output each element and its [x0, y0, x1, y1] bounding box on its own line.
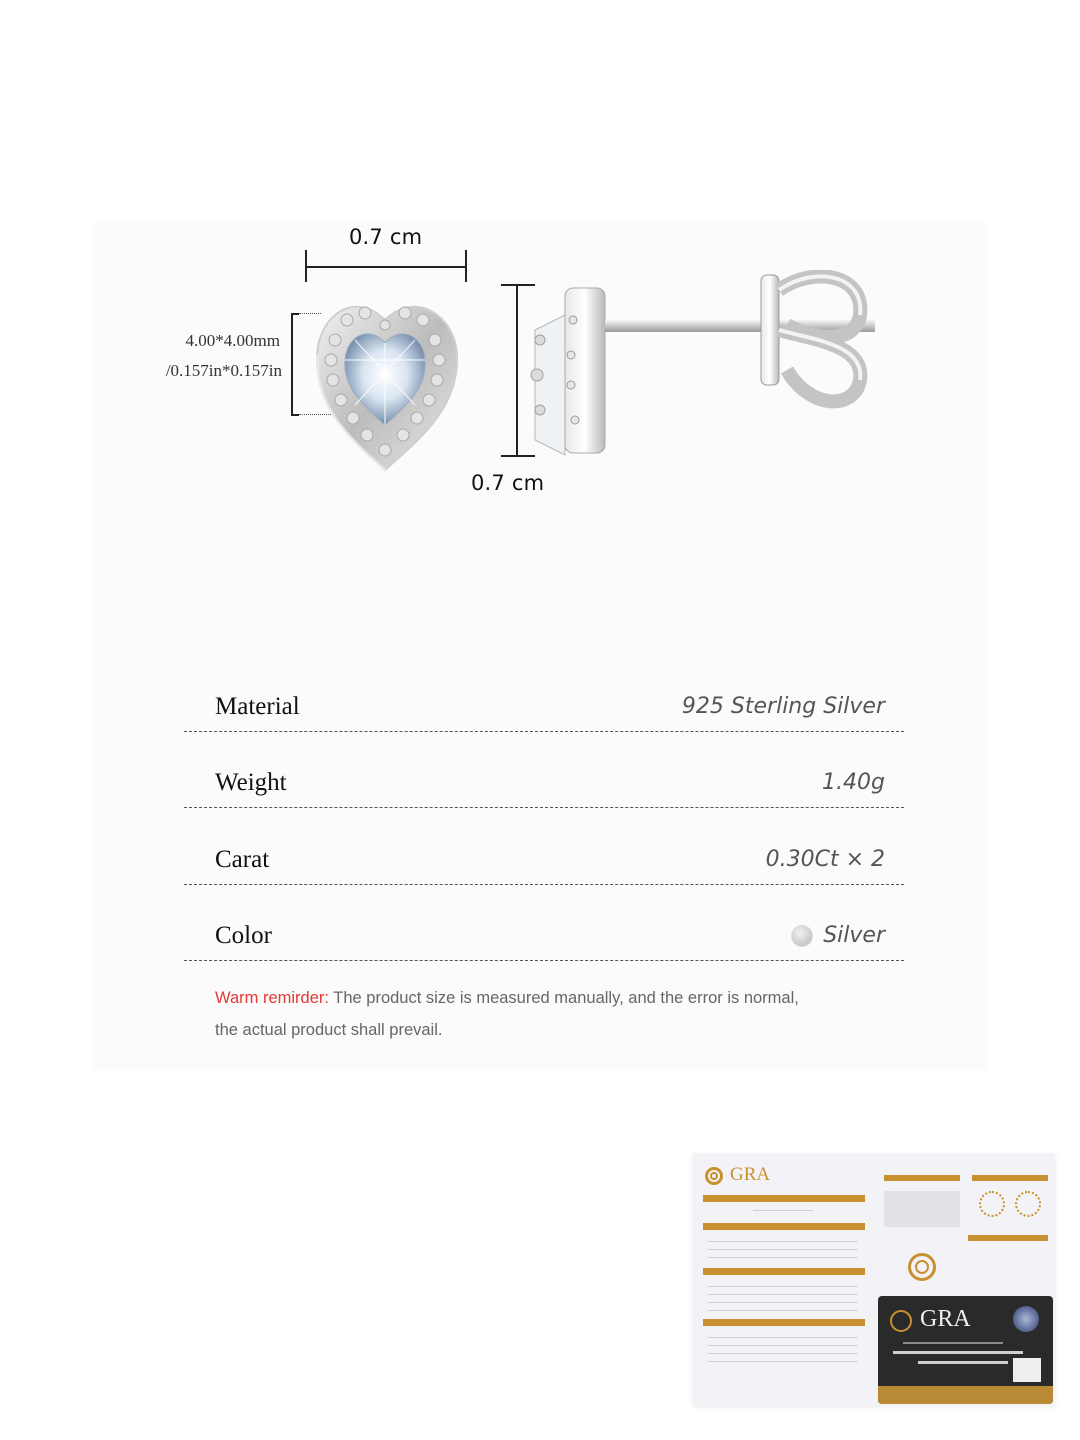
cert-text-line — [708, 1257, 858, 1258]
reminder-label: Warm remirder: — [215, 989, 329, 1007]
stone-bracket-bottom — [291, 414, 299, 416]
gra-card — [878, 1296, 1053, 1404]
cert-text-line — [708, 1361, 858, 1362]
color-swatch-icon — [791, 925, 813, 947]
spec-value — [791, 923, 885, 948]
card-brand: GRA — [920, 1306, 971, 1332]
spec-value — [682, 694, 885, 719]
height-dimension-line — [516, 284, 518, 455]
cert-text-line — [708, 1241, 858, 1242]
cert-section-bar — [968, 1235, 1048, 1241]
cert-section-bar — [884, 1175, 960, 1181]
stone-size-bracket — [291, 313, 293, 415]
diamond-photo — [884, 1191, 960, 1227]
cert-text-line — [708, 1337, 858, 1338]
cert-text-line — [708, 1286, 858, 1287]
spec-value-text: Silver — [823, 923, 885, 948]
stone-size-in: /0.157in*0.157in — [165, 361, 282, 380]
gra-logo-inner-icon — [710, 1172, 718, 1180]
cert-text-line — [708, 1249, 858, 1250]
spec-row-weight — [184, 732, 904, 808]
cert-text-line — [708, 1310, 858, 1311]
cert-section-bar — [703, 1319, 865, 1326]
spec-row-color — [184, 885, 904, 961]
spec-key: Carat — [215, 846, 270, 873]
spec-key: Weight — [215, 769, 287, 796]
width-dimension-label: 0.7 cm — [349, 225, 423, 249]
barcode-icon — [1013, 1358, 1041, 1382]
cert-text-line — [753, 1210, 813, 1211]
gra-card-logo-icon — [890, 1310, 912, 1332]
stone-bracket-top — [291, 313, 299, 315]
heart-earring-front-image — [305, 285, 470, 485]
stone-size-mm: 4.00*4.00mm — [185, 331, 280, 350]
cert-section-bar — [703, 1195, 865, 1202]
spec-value-text: 0.30Ct × 2 — [765, 847, 885, 872]
spec-value — [766, 847, 885, 872]
certificate-brand: GRA — [730, 1164, 771, 1185]
spec-key: Color — [215, 922, 272, 949]
width-dimension-line — [305, 266, 466, 268]
cert-text-line — [708, 1302, 858, 1303]
spec-key: Material — [215, 693, 300, 720]
heart-earring-side-image — [525, 270, 875, 470]
proportion-diagram-icon — [1015, 1191, 1041, 1217]
cert-section-bar — [703, 1223, 865, 1230]
cert-section-bar — [972, 1175, 1048, 1181]
size-reminder-note — [215, 982, 865, 1046]
spec-row-carat — [184, 809, 904, 885]
spec-row-material — [184, 656, 904, 732]
card-text-line — [903, 1342, 1003, 1344]
width-tick-right — [465, 250, 467, 282]
card-footer-bar — [878, 1386, 1053, 1404]
spec-value-text: 1.40g — [822, 770, 885, 795]
hologram-icon — [1013, 1306, 1039, 1332]
cert-section-bar — [703, 1268, 865, 1275]
card-text-line — [893, 1351, 1023, 1354]
gra-certificate-image — [693, 1153, 1055, 1405]
proportion-diagram-icon — [979, 1191, 1005, 1217]
gra-seal-inner-icon — [915, 1260, 929, 1274]
cert-text-line — [708, 1294, 858, 1295]
spec-value — [822, 770, 885, 795]
spec-value-text: 925 Sterling Silver — [681, 694, 885, 719]
height-dimension-label: 0.7 cm — [471, 471, 545, 495]
card-text-line — [918, 1361, 1008, 1364]
reminder-text-line2: the actual product shall prevail. — [215, 1021, 443, 1039]
cert-text-line — [708, 1345, 858, 1346]
cert-text-line — [708, 1353, 858, 1354]
reminder-text: The product size is measured manually, and the error is normal, — [328, 989, 799, 1007]
width-tick-left — [305, 250, 307, 282]
